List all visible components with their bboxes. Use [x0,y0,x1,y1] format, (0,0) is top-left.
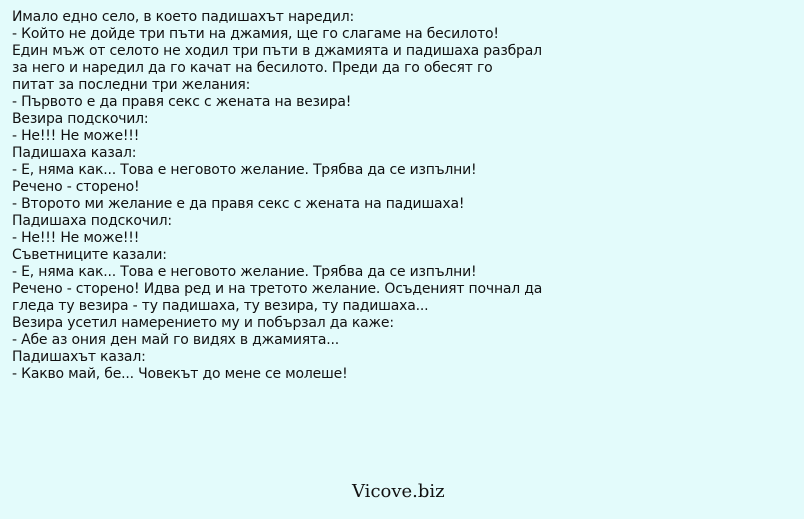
joke-line: питат за последни три желания: [12,77,251,93]
joke-line: Везира подскочил: [12,111,149,127]
joke-line: - Е, няма как... Това е неговото желание. Трябва да се изпълни! [12,162,477,178]
joke-line: за него и наредил да го качат на бесилото. Преди да го обесят го [12,60,493,76]
joke-line: Падишаха подскочил: [12,213,172,229]
joke-line: - Е, няма как... Това е неговото желание. Трябва да се изпълни! [12,264,477,280]
joke-line: Падишаха казал: [12,145,137,161]
joke-line: - Абе аз ония ден май го видях в джамията... [12,332,340,348]
joke-line: - Не!!! Не може!!! [12,128,140,144]
joke-line: Съветниците казали: [12,247,167,263]
joke-line: Речено - сторено! [12,179,140,195]
joke-line: Речено - сторено! Идва ред и на третото желание. Осъденият почнал да [12,281,543,297]
joke-line: - Не!!! Не може!!! [12,230,140,246]
joke-line: гледа ту везира - ту падишаха, ту везира, ту падишаха... [12,298,429,314]
joke-text [12,9,792,383]
joke-line: - Какво май, бе... Човекът до мене се молеше! [12,366,348,382]
site-watermark: Vicove.biz [352,481,445,502]
joke-line: Имало едно село, в което падишахът наредил: [12,9,355,25]
joke-line: - Второто ми желание е да правя секс с жената на падишаха! [12,196,465,212]
joke-line: - Първото е да правя секс с жената на везира! [12,94,352,110]
joke-line: Везира усетил намерението му и побързал да каже: [12,315,394,331]
joke-line: Падишахът казал: [12,349,146,365]
joke-line: - Който не дойде три пъти на джамия, ще го слагаме на бесилото! [12,26,499,42]
joke-line: Един мъж от селото не ходил три пъти в джамията и падишаха разбрал [12,43,542,59]
